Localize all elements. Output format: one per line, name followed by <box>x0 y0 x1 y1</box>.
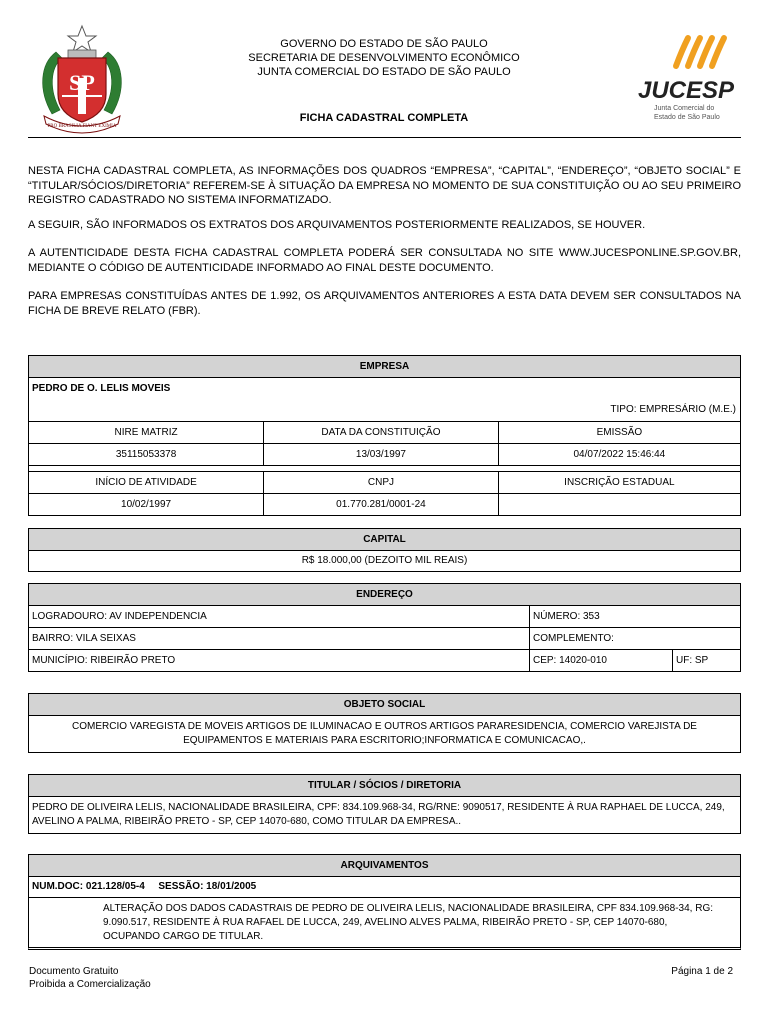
intro-paragraph-3: A AUTENTICIDADE DESTA FICHA CADASTRAL COMPLETA PODERÁ SER CONSULTADA NO SITE WWW.JUCESPONLINE.SP.GOV.BR, MEDIANTE O CÓDIGO DE AUTENTICIDADE INFORMADO AO FINAL DESTE DOCUMENTO. <box>28 247 741 274</box>
titular-heading: TITULAR / SÓCIOS / DIRETORIA <box>29 775 740 797</box>
endereco-heading: ENDEREÇO <box>29 584 740 606</box>
jucesp-name: JUCESP <box>638 77 735 104</box>
endereco-logradouro: LOGRADOURO: AV INDEPENDENCIA <box>29 606 530 628</box>
intro-paragraph-2: A SEGUIR, SÃO INFORMADOS OS EXTRATOS DOS ARQUIVAMENTOS POSTERIORMENTE REALIZADOS, SE HOUVER. <box>28 218 646 231</box>
coat-motto: PRO BRASILIA FIANT EXIMIA <box>47 124 117 129</box>
objeto-social-section <box>28 693 741 753</box>
header-block <box>150 37 618 79</box>
header-line-1: GOVERNO DO ESTADO DE SÃO PAULO <box>280 38 488 50</box>
objeto-social-heading: OBJETO SOCIAL <box>29 694 740 716</box>
label-cnpj: CNPJ <box>264 472 499 494</box>
empresa-table-1 <box>29 421 740 515</box>
intro-paragraph-4: PARA EMPRESAS CONSTITUÍDAS ANTES DE 1.992, OS ARQUIVAMENTOS ANTERIORES A ESTA DATA DEVEM SER CONSULTADOS NA FICHA DE BREVE RELATO (FBR). <box>28 290 741 317</box>
value-emissao: 04/07/2022 15:46:44 <box>498 444 740 466</box>
header-line-3: JUNTA COMERCIAL DO ESTADO DE SÃO PAULO <box>257 66 511 78</box>
jucesp-logo <box>636 32 740 124</box>
empresa-heading: EMPRESA <box>29 356 740 378</box>
titular-section <box>28 774 741 834</box>
value-inscricao-estadual <box>498 494 740 516</box>
intro-paragraph-1: NESTA FICHA CADASTRAL COMPLETA, AS INFORMAÇÕES DOS QUADROS “EMPRESA”, “CAPITAL”, “ENDEREÇO”, “OBJETO SOCIAL” E “TITULAR/SÓCIOS/DIRETORIA” REFEREM-SE À SITUAÇÃO DA EMPRESA NO MOMENTO DE SUA CONSTITUIÇÃO OU AO SEU PRIMEIRO REGISTRO CADASTRADO NO SISTEMA INFORMATIZADO. <box>28 165 741 206</box>
jucesp-sub-1: Junta Comercial do <box>654 105 715 112</box>
endereco-numero: NÚMERO: 353 <box>530 606 741 628</box>
label-data-constituicao: DATA DA CONSTITUIÇÃO <box>264 422 499 444</box>
footer-proibida: Proibida a Comercialização <box>29 979 151 990</box>
arquivamento-numdoc: NUM.DOC: 021.128/05-4 <box>32 881 145 892</box>
value-nire: 35115053378 <box>29 444 264 466</box>
endereco-section <box>28 583 741 672</box>
capital-section <box>28 528 741 572</box>
jucesp-sub-2: Estado de São Paulo <box>654 114 720 121</box>
endereco-cep: CEP: 14020-010 <box>530 650 673 672</box>
value-data-constituicao: 13/03/1997 <box>264 444 499 466</box>
intro-text <box>28 164 741 328</box>
page-title: FICHA CADASTRAL COMPLETA <box>299 112 469 124</box>
label-inscricao-estadual: INSCRIÇÃO ESTADUAL <box>498 472 740 494</box>
objeto-social-text: COMERCIO VAREGISTA DE MOVEIS ARTIGOS DE ILUMINACAO E OUTROS ARTIGOS PARARESIDENCIA, COMERCIO VAREJISTA DE EQUIPAMENTOS E MATERIAIS PARA ESCRITORIO;INFORMATICA E COMUNICACAO,. <box>72 721 697 746</box>
endereco-table <box>29 606 740 671</box>
page-number: Página 1 de 2 <box>671 966 733 977</box>
endereco-bairro: BAIRRO: VILA SEIXAS <box>29 628 530 650</box>
arquivamentos-heading: ARQUIVAMENTOS <box>29 855 740 877</box>
endereco-complemento: COMPLEMENTO: <box>530 628 741 650</box>
empresa-section <box>28 355 741 516</box>
footer-left <box>29 965 151 991</box>
label-emissao: EMISSÃO <box>498 422 740 444</box>
label-inicio-atividade: INÍCIO DE ATIVIDADE <box>29 472 264 494</box>
value-cnpj: 01.770.281/0001-24 <box>264 494 499 516</box>
arquivamento-text: ALTERAÇÃO DOS DADOS CADASTRAIS DE PEDRO DE OLIVEIRA LELIS, NACIONALIDADE BRASILEIRA, CPF 834.109.968-34, RG: 9.090.517, RESIDENTE À RUA RAFAEL DE LUCCA, 249, AVELINO ALVES PALMA, RIBEIRÃO PRETO - SP, CEP 14070-680, OCUPANDO CARGO DE TITULAR. <box>103 903 714 942</box>
header-line-2: SECRETARIA DE DESENVOLVIMENTO ECONÔMICO <box>248 52 520 64</box>
header-divider <box>28 137 741 138</box>
sao-paulo-coat-of-arms <box>34 24 130 136</box>
empresa-name: PEDRO DE O. LELIS MOVEIS <box>32 383 171 394</box>
titular-text: PEDRO DE OLIVEIRA LELIS, NACIONALIDADE BRASILEIRA, CPF: 834.109.968-34, RG/RNE: 9090517, RESIDENTE À RUA RAPHAEL DE LUCCA, 249, AVELINO A PALMA, RIBEIRÃO PRETO - SP, CEP 14070-680, COMO TITULAR DA EMPRESA.. <box>32 802 725 827</box>
empresa-tipo: TIPO: EMPRESÁRIO (M.E.) <box>610 404 736 415</box>
capital-heading: CAPITAL <box>29 529 740 551</box>
endereco-municipio: MUNICÍPIO: RIBEIRÃO PRETO <box>29 650 530 672</box>
endereco-uf: UF: SP <box>673 650 741 672</box>
footer-gratuito: Documento Gratuito <box>29 966 119 977</box>
value-inicio-atividade: 10/02/1997 <box>29 494 264 516</box>
arquivamento-sessao: SESSÃO: 18/01/2005 <box>158 881 257 892</box>
coat-letters: SP <box>69 70 95 95</box>
arquivamentos-section <box>28 854 741 950</box>
arquivamento-meta <box>29 877 740 898</box>
capital-value: R$ 18.000,00 (DEZOITO MIL REAIS) <box>301 555 468 566</box>
label-nire: NIRE MATRIZ <box>29 422 264 444</box>
